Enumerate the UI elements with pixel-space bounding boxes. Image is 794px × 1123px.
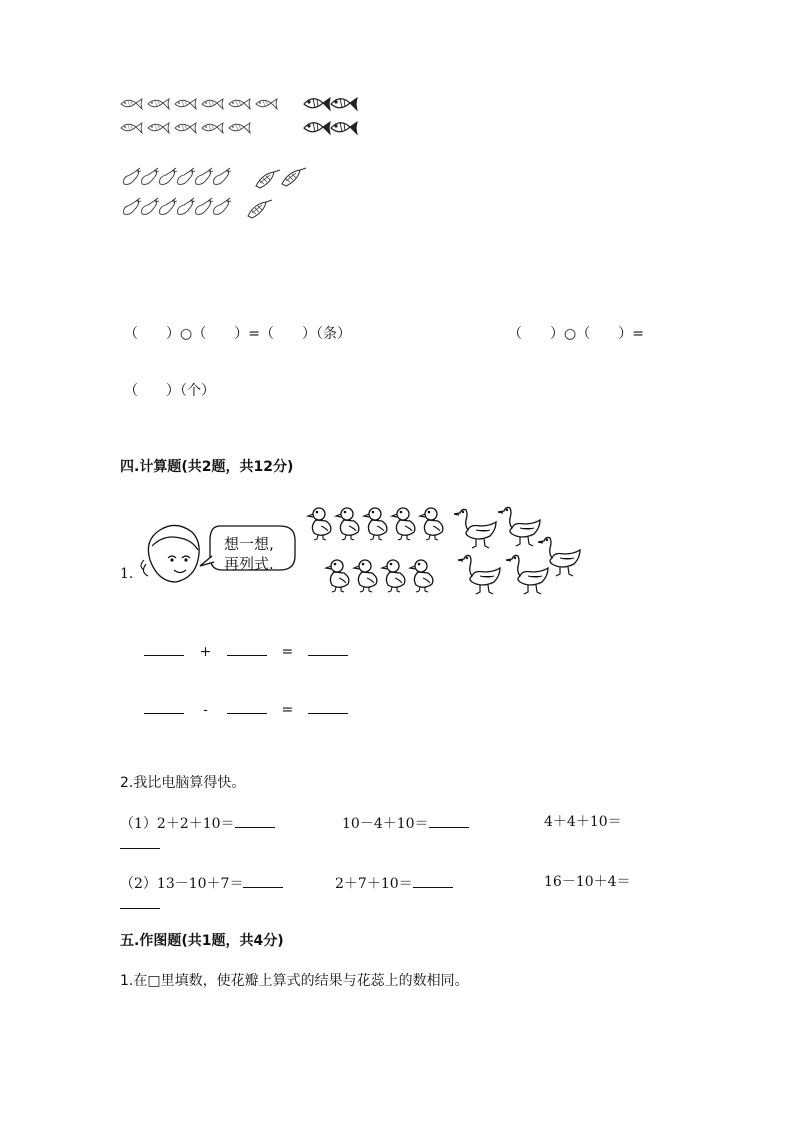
section-5-question-1: 1.在□里填数，使花瓣上算式的结果与花蕊上的数相同。 [120,973,469,989]
subtraction-equation [144,699,348,719]
section-4-title: 四.计算题(共2题，共12分) [120,459,294,475]
row-2-item-2 [335,873,453,893]
corn-group [248,168,306,218]
vegetable-picture [122,168,322,224]
fish-picture [120,96,370,144]
row-2-answer-3[interactable] [120,894,160,909]
duckling-group [308,508,443,592]
plus-sign: + [199,644,212,660]
equals-sign: = [281,644,294,660]
speech-line-1: 想一想, [224,535,274,553]
section-5-title: 五.作图题(共1题，共4分) [120,933,284,949]
subtrahend-blank[interactable] [227,699,267,714]
row-1-expr-1: 2＋2＋10＝ [156,816,235,832]
row-1 [120,813,275,833]
row-1-item-2 [342,813,469,833]
minuend-blank[interactable] [144,699,184,714]
row-2-expr-3: 16－10＋4＝ [544,874,631,890]
speech-line-2: 再列式. [224,555,274,573]
addend-1-blank[interactable] [144,641,184,656]
row-2 [120,873,283,893]
row-2-expr-1: 13－10＋7＝ [156,876,244,892]
fill-in-blank-vegetable-unit[interactable]: （ ）（个） [124,383,215,399]
row-2-expr-2: 2＋7＋10＝ [335,876,413,892]
speech-bubble-text [224,534,274,574]
ducks-geese-picture [306,504,586,604]
fill-in-blank-fish[interactable]: （ ）○（ ）=（ ）（条） [124,326,351,342]
minus-sign: - [203,702,208,718]
row-2-answer-1[interactable] [243,873,283,888]
row-1-label: （1） [120,816,157,832]
big-fish-group [304,98,357,134]
fill-in-blank-vegetable[interactable]: （ ）○（ ）= [508,326,644,342]
equals-sign: = [281,702,294,718]
row-1-expr-3: 4＋4＋10＝ [544,814,622,830]
row-1-expr-2: 10－4＋10＝ [342,816,429,832]
difference-blank[interactable] [308,699,348,714]
row-1-answer-3[interactable] [120,834,160,849]
sum-blank[interactable] [308,641,348,656]
eggplant-group [124,168,231,214]
row-1-answer-1[interactable] [235,813,275,828]
small-fish-group [121,99,277,133]
row-2-answer-2[interactable] [413,873,453,888]
row-2-label: （2） [120,876,157,892]
row-1-answer-2[interactable] [429,813,469,828]
question-2-title: 2.我比电脑算得快。 [120,775,246,791]
goose-group [454,507,580,594]
addend-2-blank[interactable] [227,641,267,656]
question-1-number: 1. [120,566,134,582]
addition-equation [144,641,348,661]
